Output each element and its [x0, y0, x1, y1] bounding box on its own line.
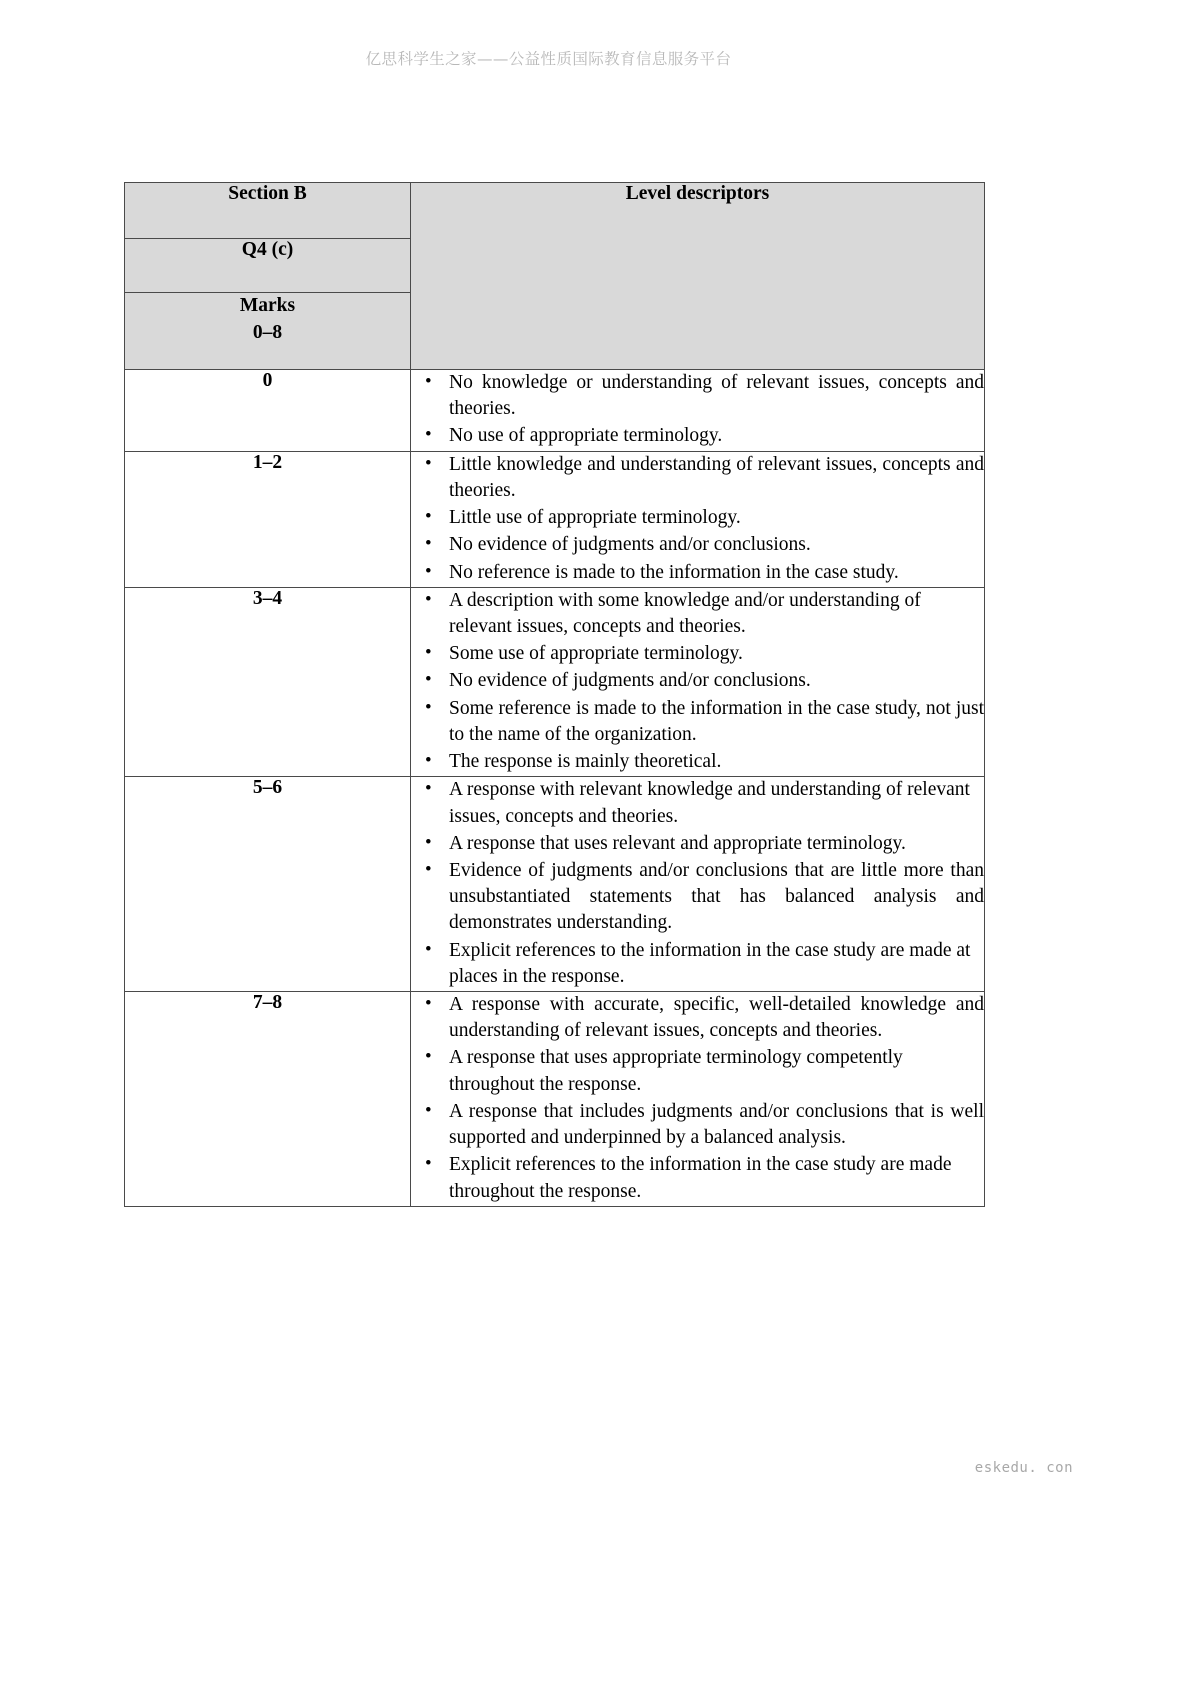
descriptor-cell	[411, 451, 985, 587]
descriptor-cell	[411, 992, 985, 1207]
list-item: • No evidence of judgments and/or conclusions.	[411, 532, 984, 558]
list-item: • The response is mainly theoretical.	[411, 749, 984, 775]
list-item: • Some use of appropriate terminology.	[411, 641, 984, 667]
marks-header-label: Marks	[239, 295, 296, 316]
table-row	[125, 370, 985, 452]
list-item: • Explicit references to the information in the case study are made at places in the response.	[411, 938, 984, 990]
list-item: • No use of appropriate terminology.	[411, 423, 984, 449]
table-row	[125, 992, 985, 1207]
marks-band-label: 7–8	[125, 992, 411, 1207]
table-body	[125, 183, 985, 1207]
page-header-watermark: 亿思科学生之家——公益性质国际教育信息服务平台	[365, 50, 732, 68]
table-header-row-section	[125, 183, 985, 239]
marks-band-label: 3–4	[125, 587, 411, 777]
list-item: • Little use of appropriate terminology.	[411, 505, 984, 531]
list-item: • A response with accurate, specific, well-detailed knowledge and understanding of relevant issues, concepts and theories.	[411, 992, 984, 1044]
list-item: • No evidence of judgments and/or conclusions.	[411, 668, 984, 694]
marks-header-cell	[125, 293, 411, 370]
descriptor-bullet-list	[411, 777, 984, 990]
descriptor-bullet-list	[411, 452, 984, 586]
list-item: • A response that includes judgments and/or conclusions that is well supported and underpinned by a balanced analysis.	[411, 1099, 984, 1151]
list-item: • A response that uses appropriate terminology competently throughout the response.	[411, 1045, 984, 1097]
descriptor-cell	[411, 587, 985, 777]
descriptor-bullet-list	[411, 992, 984, 1205]
level-descriptors-table	[124, 182, 985, 1207]
list-item: • A response with relevant knowledge and understanding of relevant issues, concepts and theories.	[411, 777, 984, 829]
descriptor-bullet-list	[411, 588, 984, 776]
marks-header-range: 0–8	[252, 321, 283, 343]
list-item: • A description with some knowledge and/or understanding of relevant issues, concepts and theories.	[411, 588, 984, 640]
page-footer-site: eskedu. con	[974, 1460, 1073, 1476]
list-item: • No reference is made to the information in the case study.	[411, 560, 984, 586]
table-row	[125, 451, 985, 587]
table-row	[125, 587, 985, 777]
descriptor-cell	[411, 777, 985, 992]
question-header-cell: Q4 (c)	[125, 239, 411, 293]
marks-band-label: 0	[125, 370, 411, 452]
marks-band-label: 5–6	[125, 777, 411, 992]
marks-band-label: 1–2	[125, 451, 411, 587]
list-item: • No knowledge or understanding of relevant issues, concepts and theories.	[411, 370, 984, 422]
table-row	[125, 777, 985, 992]
list-item: • Little knowledge and understanding of relevant issues, concepts and theories.	[411, 452, 984, 504]
descriptor-bullet-list	[411, 370, 984, 450]
list-item: • Explicit references to the information in the case study are made throughout the response.	[411, 1152, 984, 1204]
section-header-cell: Section B	[125, 183, 411, 239]
list-item: • Evidence of judgments and/or conclusions that are little more than unsubstantiated statements that has balanced analysis and demonstrates understanding.	[411, 858, 984, 937]
descriptor-cell	[411, 370, 985, 452]
level-descriptors-header-cell: Level descriptors	[411, 183, 985, 370]
list-item: • A response that uses relevant and appropriate terminology.	[411, 831, 984, 857]
list-item: • Some reference is made to the information in the case study, not just to the name of the organization.	[411, 696, 984, 748]
